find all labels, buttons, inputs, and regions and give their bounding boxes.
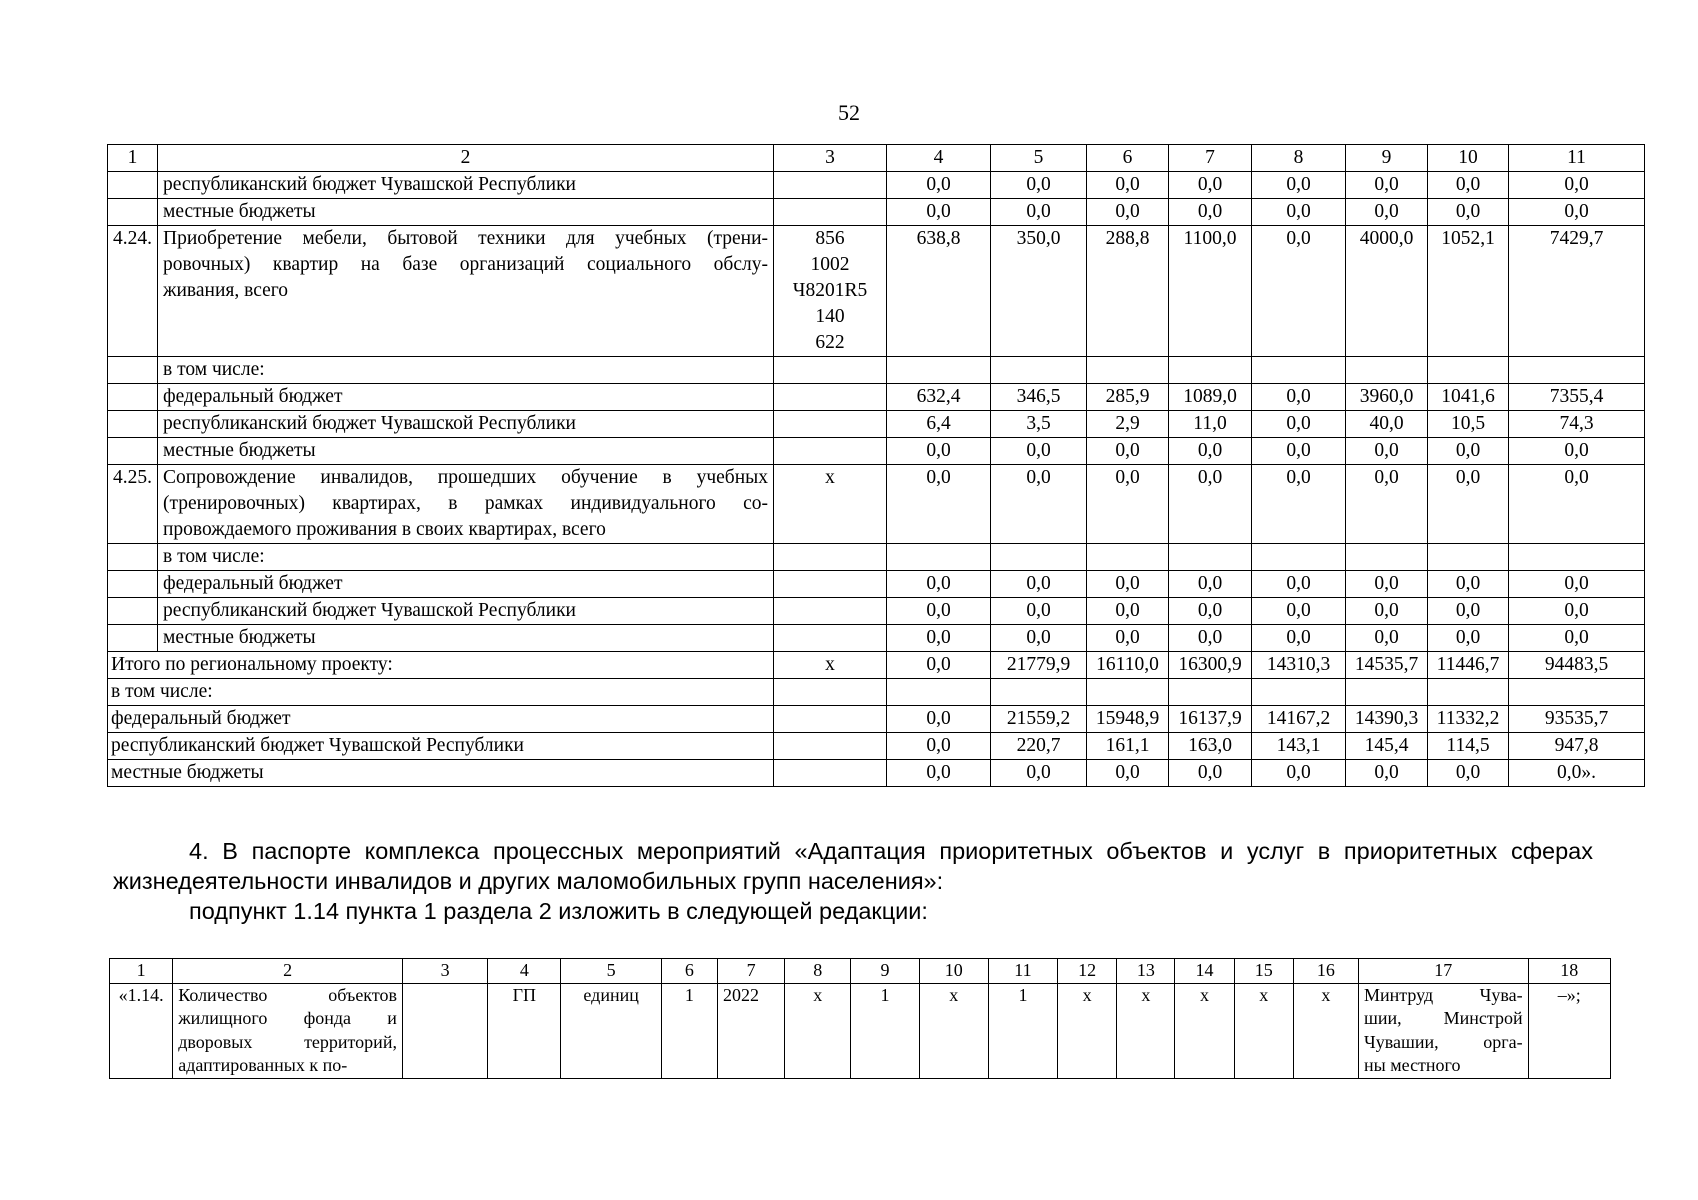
amount-cell: 0,0 (1346, 571, 1428, 598)
amount-cell: 7355,4 (1509, 384, 1645, 411)
amount-cell (1252, 357, 1346, 384)
column-number: 6 (661, 959, 717, 984)
amount-cell: 0,0 (1252, 226, 1346, 357)
row-number (108, 384, 158, 411)
amount-cell: 16137,9 (1169, 706, 1252, 733)
amount-cell: 0,0 (887, 199, 991, 226)
column-number: 7 (1169, 145, 1252, 172)
value-cell: х (1058, 983, 1117, 1078)
amount-cell: 11,0 (1169, 411, 1252, 438)
amount-cell: 947,8 (1509, 733, 1645, 760)
page-number: 52 (838, 100, 860, 125)
amount-cell: 3960,0 (1346, 384, 1428, 411)
amount-cell: 0,0». (1509, 760, 1645, 787)
amount-cell: 0,0 (1509, 438, 1645, 465)
cell-3 (402, 983, 487, 1078)
indicator-table (109, 958, 1611, 1079)
amount-cell (1346, 357, 1428, 384)
table-row (108, 226, 1645, 357)
total-row (108, 706, 1645, 733)
row-number (108, 438, 158, 465)
amount-cell: 0,0 (1169, 625, 1252, 652)
table-row (110, 983, 1611, 1078)
row-number (108, 172, 158, 199)
amount-cell: 0,0 (1087, 598, 1169, 625)
amount-cell: 0,0 (1252, 411, 1346, 438)
row-number (108, 544, 158, 571)
budget-code (774, 357, 887, 384)
amount-cell (991, 679, 1087, 706)
amount-cell: 161,1 (1087, 733, 1169, 760)
column-number: 1 (110, 959, 173, 984)
amount-cell: 93535,7 (1509, 706, 1645, 733)
row-name: местные бюджеты (158, 625, 774, 652)
cell-6: 1 (661, 983, 717, 1078)
amount-cell (1509, 357, 1645, 384)
column-number: 15 (1234, 959, 1293, 984)
amount-cell: 74,3 (1509, 411, 1645, 438)
amount-cell (1252, 679, 1346, 706)
amount-cell: 0,0 (887, 172, 991, 199)
row-number: 4.24. (108, 226, 158, 357)
amount-cell: 0,0 (1346, 172, 1428, 199)
column-number: 4 (887, 145, 991, 172)
column-number: 10 (1428, 145, 1509, 172)
amount-cell: 0,0 (1252, 625, 1346, 652)
amount-cell: 0,0 (1252, 384, 1346, 411)
amount-cell: 0,0 (1252, 199, 1346, 226)
amount-cell: 0,0 (1169, 199, 1252, 226)
amount-cell: 11332,2 (1428, 706, 1509, 733)
budget-code (774, 438, 887, 465)
year-cell: 2022 (717, 983, 784, 1078)
row-number (108, 598, 158, 625)
amount-cell: 0,0 (887, 598, 991, 625)
column-number: 10 (919, 959, 988, 984)
budget-code (774, 571, 887, 598)
paragraph-4: 4. В паспорте комплекса процессных мероприятий «Адаптация приоритетных объектов и услуг в приоритетных сферах жизнедеятельности инвалидов и других маломобильных групп населения»: (113, 838, 1593, 894)
amount-cell: 0,0 (1252, 438, 1346, 465)
budget-code: х (774, 465, 887, 544)
amount-cell: 350,0 (991, 226, 1087, 357)
column-number: 11 (1509, 145, 1645, 172)
amount-cell: 0,0 (1087, 625, 1169, 652)
column-number: 8 (785, 959, 851, 984)
amount-cell: 0,0 (1087, 760, 1169, 787)
total-row (108, 760, 1645, 787)
amount-cell: 0,0 (887, 652, 991, 679)
amount-cell: 2,9 (1087, 411, 1169, 438)
amount-cell: 346,5 (991, 384, 1087, 411)
amount-cell (1087, 357, 1169, 384)
budget-code (774, 411, 887, 438)
amount-cell: 3,5 (991, 411, 1087, 438)
amount-cell: 285,9 (1087, 384, 1169, 411)
table-row (108, 598, 1645, 625)
row-name: в том числе: (158, 544, 774, 571)
amount-cell: 0,0 (1428, 598, 1509, 625)
row-number: «1.14. (110, 983, 173, 1078)
amount-cell: 10,5 (1428, 411, 1509, 438)
amount-cell: 14535,7 (1346, 652, 1428, 679)
amount-cell: 1052,1 (1428, 226, 1509, 357)
value-cell: х (785, 983, 851, 1078)
indicator-name: Количество объектов жилищного фонда и дворовых территорий, адаптированных к по- (173, 983, 403, 1078)
total-row-name: местные бюджеты (108, 760, 774, 787)
amount-cell: 14310,3 (1252, 652, 1346, 679)
amount-cell: 0,0 (887, 571, 991, 598)
column-number: 13 (1117, 959, 1175, 984)
amount-cell: 288,8 (1087, 226, 1169, 357)
amount-cell: 0,0 (991, 598, 1087, 625)
amount-cell: 0,0 (1252, 571, 1346, 598)
amount-cell (1087, 679, 1169, 706)
amount-cell: 0,0 (1087, 172, 1169, 199)
column-number: 9 (851, 959, 919, 984)
budget-code (774, 598, 887, 625)
amount-cell (991, 544, 1087, 571)
column-number: 2 (173, 959, 403, 984)
amount-cell: 0,0 (887, 733, 991, 760)
budget-code (774, 706, 887, 733)
table-row (108, 571, 1645, 598)
row-number (108, 411, 158, 438)
value-cell: х (919, 983, 988, 1078)
amount-cell: 16300,9 (1169, 652, 1252, 679)
table-row (108, 465, 1645, 544)
amount-cell: 0,0 (887, 706, 991, 733)
amount-cell: 0,0 (887, 465, 991, 544)
budget-code (774, 625, 887, 652)
column-number: 17 (1359, 959, 1529, 984)
budget-code (774, 679, 887, 706)
amount-cell (1169, 357, 1252, 384)
unit-cell: единиц (561, 983, 661, 1078)
amount-cell: 0,0 (1509, 199, 1645, 226)
amount-cell: 114,5 (1428, 733, 1509, 760)
amount-cell: 16110,0 (1087, 652, 1169, 679)
amount-cell: 4000,0 (1346, 226, 1428, 357)
amount-cell: 0,0 (1169, 571, 1252, 598)
amount-cell (1428, 357, 1509, 384)
row-name: республиканский бюджет Чувашской Республики (158, 598, 774, 625)
column-number: 16 (1293, 959, 1358, 984)
amount-cell: 1041,6 (1428, 384, 1509, 411)
row-number (108, 571, 158, 598)
amount-cell: 0,0 (1509, 172, 1645, 199)
column-number: 8 (1252, 145, 1346, 172)
amount-cell (1087, 544, 1169, 571)
amount-cell (1509, 544, 1645, 571)
value-cell: х (1117, 983, 1175, 1078)
amount-cell: 0,0 (887, 625, 991, 652)
amount-cell (1346, 679, 1428, 706)
amount-cell: 0,0 (1346, 199, 1428, 226)
amount-cell: 0,0 (1252, 465, 1346, 544)
table-row (108, 199, 1645, 226)
amount-cell: 163,0 (1169, 733, 1252, 760)
amount-cell: 220,7 (991, 733, 1087, 760)
amount-cell: 1100,0 (1169, 226, 1252, 357)
amount-cell: 0,0 (1428, 571, 1509, 598)
column-number: 12 (1058, 959, 1117, 984)
column-number: 4 (488, 959, 561, 984)
amount-cell: 0,0 (1346, 598, 1428, 625)
column-number: 2 (158, 145, 774, 172)
amount-cell: 94483,5 (1509, 652, 1645, 679)
amount-cell: 0,0 (1428, 760, 1509, 787)
amount-cell: 0,0 (1087, 199, 1169, 226)
amount-cell: 0,0 (1346, 625, 1428, 652)
amount-cell: 14390,3 (1346, 706, 1428, 733)
row-name: местные бюджеты (158, 438, 774, 465)
budget-code (774, 384, 887, 411)
amount-cell: 0,0 (1087, 438, 1169, 465)
amount-cell (1252, 544, 1346, 571)
table-row (108, 172, 1645, 199)
amount-cell (991, 357, 1087, 384)
amount-cell: 0,0 (1428, 172, 1509, 199)
row-name: республиканский бюджет Чувашской Республики (158, 172, 774, 199)
value-cell: х (1293, 983, 1358, 1078)
amount-cell: 0,0 (1509, 571, 1645, 598)
row-name: федеральный бюджет (158, 571, 774, 598)
table-row (108, 544, 1645, 571)
budget-code: 856 1002 Ч8201R5 140 622 (774, 226, 887, 357)
amount-cell (887, 679, 991, 706)
amount-cell: 0,0 (1346, 438, 1428, 465)
amount-cell: 0,0 (991, 199, 1087, 226)
column-number: 5 (561, 959, 661, 984)
amount-cell: 1089,0 (1169, 384, 1252, 411)
budget-code (774, 172, 887, 199)
total-row (108, 733, 1645, 760)
amount-cell: 7429,7 (1509, 226, 1645, 357)
row-number: 4.25. (108, 465, 158, 544)
amount-cell (1169, 544, 1252, 571)
table-row (108, 625, 1645, 652)
budget-table (107, 144, 1645, 787)
amount-cell: 6,4 (887, 411, 991, 438)
amount-cell: 0,0 (1169, 172, 1252, 199)
table-header-row (110, 959, 1611, 984)
row-number (108, 625, 158, 652)
amount-cell: 0,0 (887, 760, 991, 787)
amount-cell: 15948,9 (1087, 706, 1169, 733)
amount-cell: 21779,9 (991, 652, 1087, 679)
amount-cell: 0,0 (1169, 760, 1252, 787)
amount-cell (1509, 679, 1645, 706)
column-number: 6 (1087, 145, 1169, 172)
row-number (108, 199, 158, 226)
table-row (108, 357, 1645, 384)
budget-code: х (774, 652, 887, 679)
amount-cell: 145,4 (1346, 733, 1428, 760)
amount-cell: 0,0 (1428, 199, 1509, 226)
amount-cell: 0,0 (1509, 598, 1645, 625)
amount-cell: 11446,7 (1428, 652, 1509, 679)
amount-cell (1428, 544, 1509, 571)
table-row (108, 384, 1645, 411)
amount-cell: 0,0 (991, 625, 1087, 652)
value-cell: 1 (988, 983, 1057, 1078)
amount-cell: 0,0 (991, 465, 1087, 544)
amount-cell: 0,0 (1509, 465, 1645, 544)
total-row (108, 652, 1645, 679)
value-cell: х (1175, 983, 1234, 1078)
amount-cell (1428, 679, 1509, 706)
amount-cell: 0,0 (1428, 465, 1509, 544)
amount-cell: 638,8 (887, 226, 991, 357)
amount-cell: 0,0 (991, 571, 1087, 598)
amount-cell: 0,0 (1252, 598, 1346, 625)
amount-cell: 0,0 (887, 438, 991, 465)
amount-cell (1346, 544, 1428, 571)
amount-cell: 0,0 (1509, 625, 1645, 652)
amount-cell: 143,1 (1252, 733, 1346, 760)
column-number: 18 (1528, 959, 1610, 984)
amount-cell (1169, 679, 1252, 706)
row-name: республиканский бюджет Чувашской Республики (158, 411, 774, 438)
amount-cell: 0,0 (1428, 438, 1509, 465)
total-row-name: Итого по региональному проекту: (108, 652, 774, 679)
amount-cell: 0,0 (1169, 598, 1252, 625)
total-row (108, 679, 1645, 706)
table-row (108, 438, 1645, 465)
column-number: 9 (1346, 145, 1428, 172)
amount-cell: 0,0 (991, 438, 1087, 465)
total-row-name: федеральный бюджет (108, 706, 774, 733)
amount-cell (887, 544, 991, 571)
row-name: федеральный бюджет (158, 384, 774, 411)
row-name: Приобретение мебели, бытовой техники для учебных (трени- ровочных) квартир на базе организаций социального обслу- живания, всего (158, 226, 774, 357)
amount-cell: 0,0 (1087, 465, 1169, 544)
budget-code (774, 733, 887, 760)
amount-cell: 40,0 (1346, 411, 1428, 438)
row-name: местные бюджеты (158, 199, 774, 226)
amount-cell: 0,0 (991, 760, 1087, 787)
row-name: Сопровождение инвалидов, прошедших обучение в учебных (тренировочных) квартирах, в рамках индивидуального со- провождаемого проживания в своих квартирах, всего (158, 465, 774, 544)
budget-code (774, 544, 887, 571)
amount-cell: 0,0 (1428, 625, 1509, 652)
amount-cell: 0,0 (1087, 571, 1169, 598)
row-number (108, 357, 158, 384)
amount-cell: 0,0 (1252, 172, 1346, 199)
amount-cell (887, 357, 991, 384)
table-row (108, 411, 1645, 438)
column-number: 3 (774, 145, 887, 172)
paragraph-subitem: подпункт 1.14 пункта 1 раздела 2 изложить в следующей редакции: (189, 898, 928, 924)
amount-cell: 0,0 (991, 172, 1087, 199)
value-cell: х (1234, 983, 1293, 1078)
amount-cell: 0,0 (1169, 465, 1252, 544)
responsible-cell: Минтруд Чува- шии, Минстрой Чувашии, орга- ны местного (1359, 983, 1529, 1078)
value-cell: 1 (851, 983, 919, 1078)
cell-18: –»; (1528, 983, 1610, 1078)
amount-cell: 0,0 (1346, 465, 1428, 544)
column-number: 5 (991, 145, 1087, 172)
amount-cell: 0,0 (1169, 438, 1252, 465)
amount-cell: 0,0 (1252, 760, 1346, 787)
amount-cell: 632,4 (887, 384, 991, 411)
total-row-name: в том числе: (108, 679, 774, 706)
total-row-name: республиканский бюджет Чувашской Республики (108, 733, 774, 760)
column-number: 14 (1175, 959, 1234, 984)
column-number: 3 (402, 959, 487, 984)
cell-4: ГП (488, 983, 561, 1078)
column-number: 7 (717, 959, 784, 984)
amount-cell: 0,0 (1346, 760, 1428, 787)
column-number: 11 (988, 959, 1057, 984)
table-header-row (108, 145, 1645, 172)
amount-cell: 14167,2 (1252, 706, 1346, 733)
amount-cell: 21559,2 (991, 706, 1087, 733)
budget-code (774, 760, 887, 787)
row-name: в том числе: (158, 357, 774, 384)
budget-code (774, 199, 887, 226)
column-number: 1 (108, 145, 158, 172)
